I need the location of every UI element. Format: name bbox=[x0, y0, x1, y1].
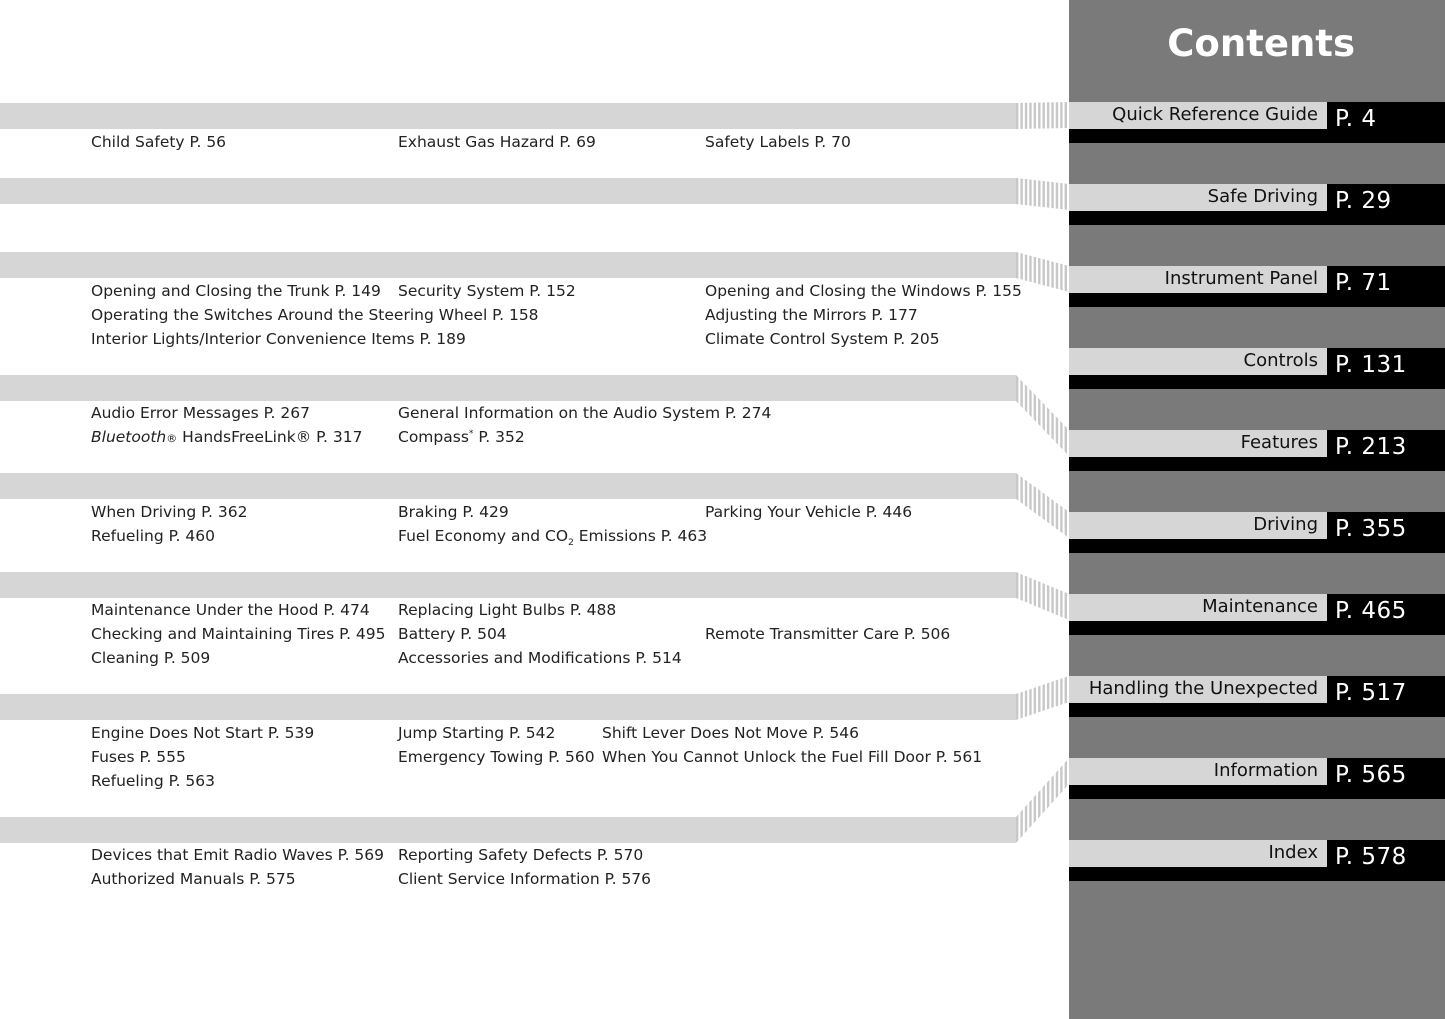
contents-sidebar bbox=[1069, 0, 1445, 1019]
connector-stripe bbox=[1047, 102, 1049, 128]
section-bar-maintenance bbox=[0, 572, 1016, 598]
tab-label: Handling the Unexpected bbox=[1088, 678, 1318, 699]
bluetooth-mark: ® bbox=[166, 432, 178, 445]
connector-stripe bbox=[1016, 103, 1018, 129]
connector-stripe bbox=[1051, 681, 1053, 708]
tab-label: Instrument Panel bbox=[1164, 268, 1318, 289]
bluetooth-rest: HandsFreeLink® P. 317 bbox=[177, 428, 363, 446]
connector-stripe bbox=[1038, 258, 1040, 285]
tab-label: Quick Reference Guide bbox=[1112, 104, 1318, 125]
connector-stripe bbox=[1016, 375, 1018, 404]
entry-engine-no-start[interactable]: Engine Does Not Start P. 539 bbox=[91, 724, 315, 742]
tab-maintenance[interactable] bbox=[1069, 594, 1445, 635]
connector-stripe bbox=[1029, 483, 1031, 511]
connector-stripe bbox=[1016, 473, 1018, 501]
connector-stripe bbox=[1047, 585, 1049, 612]
connector-stripe bbox=[1047, 182, 1049, 208]
tab-page: P. 355 bbox=[1335, 516, 1407, 542]
tab-quick-reference-guide[interactable] bbox=[1069, 102, 1445, 143]
connector-stripe bbox=[1047, 260, 1049, 287]
connector-stripe bbox=[1043, 583, 1045, 610]
connector-stripe bbox=[1034, 687, 1036, 714]
connector-stripe bbox=[1020, 179, 1022, 205]
entry-fuses[interactable]: Fuses P. 555 bbox=[91, 748, 186, 766]
connector-stripes bbox=[1016, 0, 1071, 1019]
connector-stripe bbox=[1065, 184, 1067, 210]
entry-under-hood[interactable]: Maintenance Under the Hood P. 474 bbox=[91, 601, 370, 619]
connector-stripe bbox=[1051, 775, 1053, 804]
entry-fuel-economy[interactable] bbox=[398, 526, 708, 549]
entry-jump-starting[interactable]: Jump Starting P. 542 bbox=[398, 724, 556, 742]
entry-bluetooth[interactable] bbox=[91, 427, 363, 449]
tab-label: Safe Driving bbox=[1207, 186, 1318, 207]
connector-stripe bbox=[1034, 393, 1036, 422]
connector-stripe bbox=[1016, 814, 1018, 843]
section-bar-features bbox=[0, 375, 1016, 401]
entry-child-safety[interactable]: Child Safety P. 56 bbox=[91, 133, 227, 151]
entry-refueling-driving[interactable]: Refueling P. 460 bbox=[91, 527, 215, 545]
entry-battery[interactable]: Battery P. 504 bbox=[398, 625, 507, 643]
tab-label: Driving bbox=[1253, 514, 1318, 535]
connector-stripe bbox=[1051, 499, 1053, 527]
connector-stripe bbox=[1043, 259, 1045, 286]
tab-driving[interactable] bbox=[1069, 512, 1445, 553]
connector-stripe bbox=[1047, 407, 1049, 436]
tab-instrument-panel[interactable] bbox=[1069, 266, 1445, 307]
entry-light-bulbs[interactable]: Replacing Light Bulbs P. 488 bbox=[398, 601, 617, 619]
connector-stripe bbox=[1029, 389, 1031, 418]
entry-braking[interactable]: Braking P. 429 bbox=[398, 503, 509, 521]
connector-stripe bbox=[1016, 252, 1018, 279]
connector-stripe bbox=[1051, 261, 1053, 288]
connector-stripe bbox=[1029, 256, 1031, 283]
connector-stripe bbox=[1025, 804, 1027, 833]
connector-stripe bbox=[1065, 265, 1067, 292]
entry-manuals[interactable]: Authorized Manuals P. 575 bbox=[91, 870, 296, 888]
connector-stripe bbox=[1060, 102, 1062, 128]
connector-stripe bbox=[1065, 677, 1067, 704]
connector-stripe bbox=[1047, 683, 1049, 710]
connector-stripe bbox=[1034, 579, 1036, 606]
connector-stripe bbox=[1020, 574, 1022, 601]
tab-label: Information bbox=[1213, 760, 1318, 781]
connector-stripe bbox=[1047, 780, 1049, 809]
connector-stripe bbox=[1025, 254, 1027, 281]
entry-radio-waves[interactable]: Devices that Emit Radio Waves P. 569 bbox=[91, 846, 385, 864]
fuel-economy-a: Fuel Economy and CO bbox=[398, 527, 569, 545]
entry-accessories[interactable]: Accessories and Modifications P. 514 bbox=[398, 649, 682, 667]
connector-stripe bbox=[1065, 760, 1067, 789]
connector-stripe bbox=[1060, 590, 1062, 617]
connector-stripe bbox=[1043, 684, 1045, 711]
tab-page: P. 29 bbox=[1335, 188, 1392, 214]
connector-stripe bbox=[1065, 425, 1067, 454]
connector-stripe bbox=[1051, 412, 1053, 441]
entry-windows[interactable]: Opening and Closing the Windows P. 155 bbox=[705, 282, 1022, 300]
connector-stripe bbox=[1020, 809, 1022, 838]
connector-stripe bbox=[1060, 765, 1062, 794]
entry-interior-lights[interactable]: Interior Lights/Interior Convenience Items P. 189 bbox=[91, 330, 466, 348]
entry-fuel-door[interactable]: When You Cannot Unlock the Fuel Fill Door P. 561 bbox=[602, 748, 983, 766]
connector-stripe bbox=[1043, 181, 1045, 207]
entry-safety-defects[interactable]: Reporting Safety Defects P. 570 bbox=[398, 846, 644, 864]
fuel-economy-sub: 2 bbox=[568, 538, 574, 549]
entry-security-system[interactable]: Security System P. 152 bbox=[398, 282, 576, 300]
section-bar-information bbox=[0, 817, 1016, 843]
connector-stripe bbox=[1060, 264, 1062, 291]
connector-stripe bbox=[1056, 680, 1058, 707]
connector-stripe bbox=[1016, 572, 1018, 599]
section-bar-handling-unexpected bbox=[0, 694, 1016, 720]
contents-title: Contents bbox=[1167, 22, 1355, 65]
tab-label: Controls bbox=[1243, 350, 1318, 371]
tab-page: P. 517 bbox=[1335, 680, 1407, 706]
entry-remote-care[interactable]: Remote Transmitter Care P. 506 bbox=[705, 625, 951, 643]
connector-stripe bbox=[1060, 421, 1062, 450]
connector-stripe bbox=[1029, 689, 1031, 716]
tab-safe-driving[interactable] bbox=[1069, 184, 1445, 225]
entry-compass[interactable] bbox=[398, 427, 525, 447]
connector-stripe bbox=[1020, 692, 1022, 719]
connector-stripe bbox=[1056, 589, 1058, 616]
tab-controls[interactable] bbox=[1069, 348, 1445, 389]
connector-stripe bbox=[1038, 398, 1040, 427]
tab-handling-the-unexpected[interactable] bbox=[1069, 676, 1445, 717]
compass-page: P. 352 bbox=[473, 428, 525, 446]
entry-steering-switches[interactable]: Operating the Switches Around the Steering Wheel P. 158 bbox=[91, 306, 539, 324]
entry-exhaust-gas[interactable]: Exhaust Gas Hazard P. 69 bbox=[398, 133, 596, 151]
connector-stripe bbox=[1038, 790, 1040, 819]
tab-page: P. 565 bbox=[1335, 762, 1407, 788]
tab-page: P. 465 bbox=[1335, 598, 1407, 624]
connector-stripe bbox=[1056, 263, 1058, 290]
entry-mirrors[interactable]: Adjusting the Mirrors P. 177 bbox=[705, 306, 918, 324]
connector-stripe bbox=[1038, 489, 1040, 517]
connector-stripe bbox=[1043, 403, 1045, 432]
tab-label: Maintenance bbox=[1202, 596, 1318, 617]
connector-stripe bbox=[1034, 795, 1036, 824]
tab-page: P. 578 bbox=[1335, 844, 1407, 870]
tab-index[interactable] bbox=[1069, 840, 1445, 881]
entry-shift-lever[interactable]: Shift Lever Does Not Move P. 546 bbox=[602, 724, 859, 742]
tab-page: P. 131 bbox=[1335, 352, 1407, 378]
tab-page: P. 71 bbox=[1335, 270, 1392, 296]
connector-stripe bbox=[1051, 587, 1053, 614]
connector-stripe bbox=[1056, 416, 1058, 445]
connector-stripe bbox=[1025, 384, 1027, 413]
tab-page: P. 213 bbox=[1335, 434, 1407, 460]
connector-stripe bbox=[1020, 253, 1022, 280]
connector-stripe bbox=[1020, 476, 1022, 504]
connector-stripe bbox=[1038, 103, 1040, 129]
entry-refueling-unexpected[interactable]: Refueling P. 563 bbox=[91, 772, 215, 790]
section-bar-instrument-panel bbox=[0, 252, 1016, 278]
connector-stripe bbox=[1025, 480, 1027, 508]
connector-stripe bbox=[1056, 183, 1058, 209]
section-bar-safe-driving bbox=[0, 178, 1016, 204]
connector-stripe bbox=[1060, 678, 1062, 705]
connector-stripe bbox=[1047, 496, 1049, 524]
compass-label: Compass bbox=[398, 428, 469, 446]
connector-stripe bbox=[1051, 102, 1053, 128]
entry-audio-errors[interactable]: Audio Error Messages P. 267 bbox=[91, 404, 310, 422]
connector-stripe bbox=[1060, 506, 1062, 534]
connector-stripe bbox=[1065, 509, 1067, 537]
compass-star: * bbox=[468, 428, 474, 439]
connector-stripe bbox=[1065, 592, 1067, 619]
connector-stripe bbox=[1034, 103, 1036, 129]
connector-stripe bbox=[1056, 770, 1058, 799]
connector-stripe bbox=[1034, 486, 1036, 514]
connector-stripe bbox=[1025, 179, 1027, 205]
connector-stripe bbox=[1043, 785, 1045, 814]
fuel-economy-b: Emissions P. 463 bbox=[573, 527, 708, 545]
connector-stripe bbox=[1034, 257, 1036, 284]
tab-page: P. 4 bbox=[1335, 106, 1377, 132]
connector-stripe bbox=[1051, 182, 1053, 208]
tab-label: Features bbox=[1240, 432, 1318, 453]
connector-stripe bbox=[1029, 103, 1031, 129]
entry-trunk[interactable]: Opening and Closing the Trunk P. 149 bbox=[91, 282, 381, 300]
tab-features[interactable] bbox=[1069, 430, 1445, 471]
connector-stripe bbox=[1025, 103, 1027, 129]
entry-safety-labels[interactable]: Safety Labels P. 70 bbox=[705, 133, 851, 151]
connector-stripe bbox=[1038, 181, 1040, 207]
connector-stripe bbox=[1029, 800, 1031, 829]
entry-audio-general[interactable]: General Information on the Audio System P. 274 bbox=[398, 404, 772, 422]
entry-client-service[interactable]: Client Service Information P. 576 bbox=[398, 870, 652, 888]
entry-tires[interactable]: Checking and Maintaining Tires P. 495 bbox=[91, 625, 386, 643]
connector-stripe bbox=[1038, 686, 1040, 713]
section-bar-driving bbox=[0, 473, 1016, 499]
connector-stripe bbox=[1029, 578, 1031, 605]
tab-label: Index bbox=[1268, 842, 1318, 863]
section-bar-quick-reference bbox=[0, 103, 1016, 129]
connector-stripe bbox=[1029, 180, 1031, 206]
tab-information[interactable] bbox=[1069, 758, 1445, 799]
connector-stripe bbox=[1038, 581, 1040, 608]
bluetooth-brand: Bluetooth bbox=[91, 428, 167, 446]
connector-stripe bbox=[1060, 183, 1062, 209]
connector-stripe bbox=[1016, 178, 1018, 204]
connector-stripe bbox=[1025, 690, 1027, 717]
entry-towing[interactable]: Emergency Towing P. 560 bbox=[398, 748, 595, 766]
connector-stripe bbox=[1043, 102, 1045, 128]
connector-stripe bbox=[1065, 102, 1067, 128]
connector-stripe bbox=[1056, 502, 1058, 530]
connector-stripe bbox=[1016, 693, 1018, 720]
connector-stripe bbox=[1020, 380, 1022, 409]
connector-stripe bbox=[1043, 493, 1045, 521]
connector-stripe bbox=[1020, 103, 1022, 129]
connector-stripe bbox=[1025, 576, 1027, 603]
connector-stripe bbox=[1034, 180, 1036, 206]
entry-cleaning[interactable]: Cleaning P. 509 bbox=[91, 649, 211, 667]
entry-climate-control[interactable]: Climate Control System P. 205 bbox=[705, 330, 940, 348]
connector-stripe bbox=[1056, 102, 1058, 128]
entry-parking[interactable]: Parking Your Vehicle P. 446 bbox=[705, 503, 913, 521]
entry-when-driving[interactable]: When Driving P. 362 bbox=[91, 503, 248, 521]
